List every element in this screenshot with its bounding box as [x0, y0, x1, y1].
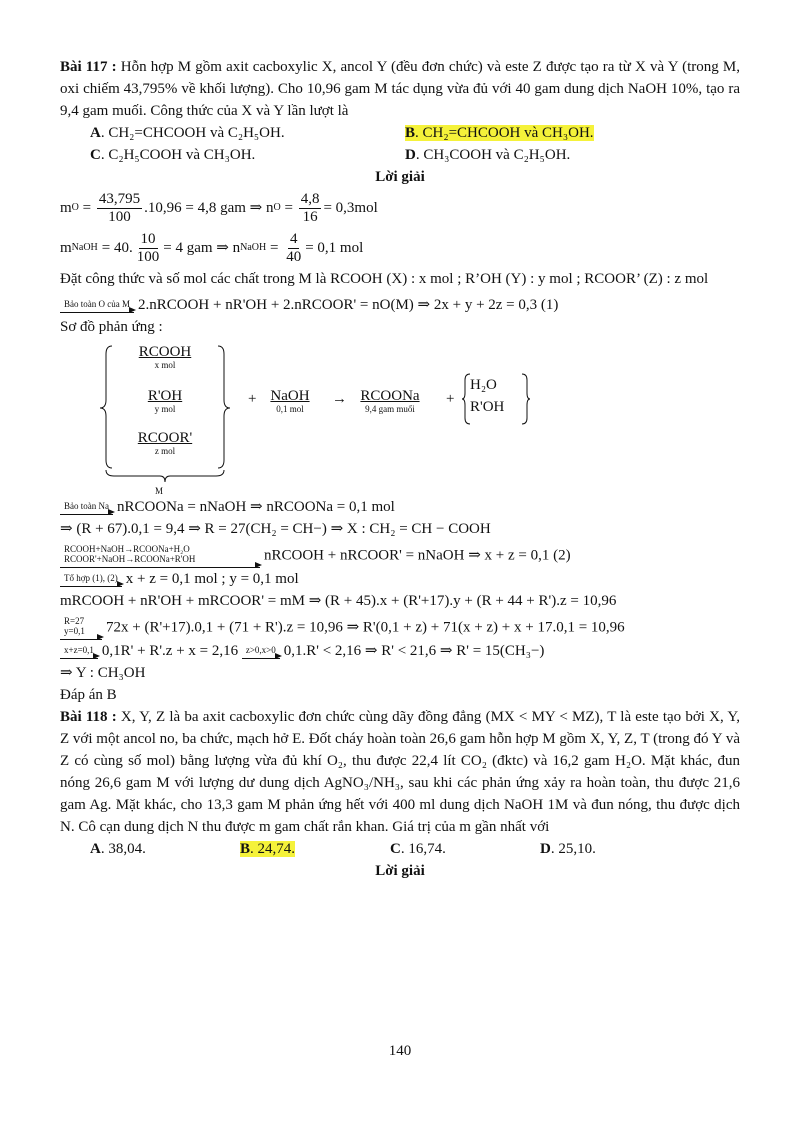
eq10a: 0,1R' + R'.z + x = 2,16: [101, 643, 239, 659]
arrow-sodium-conservation: [60, 501, 113, 515]
reaction-equation-2: [60, 544, 740, 568]
inequality-equation: [60, 640, 740, 662]
scheme-rcooh: [115, 344, 215, 371]
option-118-d: [540, 838, 690, 860]
variable-definition: Đặt công thức và số mol các chất trong M là RCOOH (X) : x mol ; R’OH (Y) : y mol ; RCOOR’ (Z) : z mol: [60, 271, 709, 287]
problem-117-statement: [60, 56, 740, 122]
option-d-text: . CH₃COOH và C₂H₅OH.: [415, 147, 571, 163]
eq3-rest: RCOOH + nR'OH + 2.nRCOOR' = nO(M) ⇒ 2x + y + 2z = 0,3 (1): [156, 297, 559, 313]
arrow5-label1: R=27: [64, 616, 85, 626]
combination-equation: [60, 568, 740, 590]
eq2-sub2: NaOH: [240, 242, 267, 253]
eq7: x + z = 0,1 mol ; y = 0,1 mol: [125, 571, 299, 587]
arrow2-label: Bảo toàn Na: [64, 500, 109, 511]
eq9: 72x + (R'+17).0,1 + (71 + R').z = 10,96 ⇒ R'(0,1 + z) + 71(x + z) + x + 17.0,1 = 10,96: [106, 619, 625, 636]
mass-equation: mRCOOH + nR'OH + mRCOOR' = mM ⇒ (R + 45).x + (R'+17).y + (R + 44 + R').z = 10,96: [60, 593, 617, 609]
problem-117-title: Bài 117 :: [60, 59, 117, 75]
arrow7-label: z>0,x>0: [245, 644, 276, 655]
reaction-scheme: [100, 342, 740, 496]
scheme-ester: [115, 430, 215, 457]
scheme-arrow: →: [332, 391, 347, 407]
scheme-plus-2: +: [446, 391, 455, 407]
sodium-conservation: [60, 496, 740, 518]
eq1-num: 43,795: [98, 190, 141, 207]
eq1-sub2: O: [273, 202, 281, 213]
option-118-c-letter: C: [390, 841, 401, 857]
eq1-den: 100: [108, 208, 131, 225]
problem-117-options-row1: [60, 122, 740, 144]
eq2-fraction: [135, 231, 162, 266]
eq2-num2: 4: [289, 230, 298, 247]
arrow3-label1: RCOOH+NaOH→RCOONa+H₂O: [64, 544, 190, 554]
option-118-b-text: . 24,74.: [250, 841, 296, 857]
scheme-m-label: M: [155, 486, 164, 496]
arrow-xz: [60, 645, 98, 659]
scheme-rcooh-label: RCOOH: [138, 344, 192, 360]
arrow3-label2: RCOOR'+NaOH→RCOONa+R'OH: [64, 554, 196, 564]
scheme-roh-mol: y mol: [154, 404, 176, 414]
problem-117-text: Hỗn hợp M gồm axit cacboxylic X, ancol Y (đều đơn chức) và este Z được tạo ra từ X và Y (trong M, oxi chiếm 43,795% về khối lượng). Cho 10,96 gam M tác dụng vừa đủ với 40 gam dung dịch NaOH 10%, tạo ra 9,4 gam muối. Công thức của X và Y lần lượt là: [60, 59, 740, 119]
option-b-text: . CH₂=CHCOOH và CH₃OH.: [415, 125, 594, 141]
problem-118-statement: [60, 706, 740, 838]
scheme-salt: [340, 388, 440, 415]
eq1-mid: .10,96 = 4,8 gam ⇒ n: [144, 200, 274, 216]
arrow4-label: Tổ hợp (1), (2): [64, 572, 118, 583]
scheme-plus-1: +: [248, 391, 257, 407]
option-c: [90, 144, 405, 166]
document-page: [60, 56, 740, 882]
option-118-c-text: . 16,74.: [400, 841, 446, 857]
option-118-b: [240, 838, 390, 860]
eq2-a: = 40.: [101, 240, 133, 256]
option-118-a-text: . 38,04.: [100, 841, 146, 857]
eq1-sub: O: [71, 202, 79, 213]
conclusion-y: ⇒ Y : CH₃OH: [60, 665, 146, 681]
solution-117-title: Lời giải: [375, 169, 425, 185]
arrow-reactions: [60, 544, 260, 568]
eq2-den: 100: [136, 248, 160, 265]
scheme-rcooh-mol: x mol: [154, 360, 176, 370]
option-118-b-letter: B: [240, 841, 251, 857]
scheme-water: H₂O: [470, 377, 497, 393]
option-118-a: [90, 838, 240, 860]
option-a-letter: A: [90, 125, 101, 141]
option-118-d-letter: D: [540, 841, 551, 857]
arrow6-label: x+z=0,1: [64, 644, 94, 655]
eq6: nRCOOH + nRCOOR' = nNaOH ⇒ x + z = 0,1 (2): [264, 547, 571, 564]
problem-118-text: X, Y, Z là ba axit cacboxylic đơn chức cùng dãy đồng đẳng (MX < MY < MZ), T là este tạo bởi X, Y, Z với một ancol no, ba chức, mạch hở E. Đốt cháy hoàn toàn 26,6 gam hỗn hợp M gồm X, Y, Z, T (trong đó Y và Z có cùng số mol) bằng lượng vừa đủ khí O₂, thu được 22,4 lít CO₂ (đktc) và 16,2 gam H₂O. Mặt khác, đun nóng 26,6 gam M với lượng dư dung dịch AgNO₃/NH₃, sau khi các phản ứng xảy ra hoàn toàn, thu được 21,6 gam Ag. Mặt khác, cho 13,3 gam M phản ứng hết với 400 ml dung dịch NaOH 1M và đun nóng, thu được dịch N. Cô cạn dung dịch N thu được m gam chất rắn khan. Giá trị của m gần nhất với: [60, 709, 741, 835]
option-118-a-letter: A: [90, 841, 101, 857]
eq1-fraction2: [299, 191, 322, 226]
oxygen-conservation-equation: [60, 294, 740, 316]
eq10b: 0,1.R' < 2,16 ⇒ R' < 21,6 ⇒ R' = 15(CH₃−): [283, 643, 545, 659]
page-number: 140: [388, 1043, 412, 1059]
option-d-letter: D: [405, 147, 416, 163]
arrow1-label: Bảo toàn O của M: [64, 298, 130, 309]
eq2-den2: 40: [286, 248, 302, 265]
equation-r-radical: ⇒ (R + 67).0,1 = 9,4 ⇒ R = 27(CH₂ = CH−) ⇒ X : CH₂ = CH − COOH: [60, 521, 491, 537]
problem-117-options-row2: [60, 144, 740, 166]
problem-118-options: [60, 838, 740, 860]
equation-oxygen-mass: m O = $\frac{43,795}{100}$ .10,96 = 4,8 gam ⇒ n O = $\frac{4,8}{16}$ = 0,3mol: [60, 190, 378, 225]
scheme-salt-label: RCOONa: [360, 388, 420, 404]
arrow-oxygen-conservation: [60, 299, 134, 313]
option-118-c: [390, 838, 540, 860]
option-b-letter: B: [405, 125, 416, 141]
substitution-equation: [60, 616, 740, 640]
scheme-roh-label: R'OH: [147, 388, 183, 404]
eq2-end: = 0,1 mol: [305, 240, 364, 256]
solution-118-title: Lời giải: [375, 863, 425, 879]
scheme-naoh: [250, 388, 330, 415]
option-b: [405, 122, 720, 144]
option-c-text: . C₂H₅COOH và CH₃OH.: [100, 147, 256, 163]
problem-118-title: Bài 118 :: [60, 709, 117, 725]
arrow-positive: [242, 645, 280, 659]
scheme-ester-label: RCOOR': [137, 430, 193, 446]
scheme-naoh-label: NaOH: [270, 388, 310, 404]
eq4: nRCOONa = nNaOH ⇒ nRCOONa = 0,1 mol: [117, 499, 395, 515]
option-d: [405, 144, 720, 166]
eq1-den2: 16: [302, 208, 318, 225]
option-118-d-text: . 25,10.: [550, 841, 596, 857]
answer-117: Đáp án B: [60, 687, 117, 703]
arrow5-label2: y=0,1: [64, 626, 85, 636]
scheme-ester-mol: z mol: [154, 446, 176, 456]
scheme-roh: [115, 388, 215, 415]
eq2-sub: NaOH: [71, 242, 98, 253]
eq1-m: m: [60, 200, 72, 216]
eq1-end: = 0,3mol: [323, 200, 378, 216]
arrow-substitution: [60, 616, 102, 640]
scheme-salt-mass: 9,4 gam muối: [365, 404, 415, 414]
scheme-naoh-mol: 0,1 mol: [276, 404, 304, 414]
scheme-alcohol: R'OH: [470, 399, 505, 415]
eq2-num: 10: [140, 230, 156, 247]
scheme-title: Sơ đồ phản ứng :: [60, 319, 163, 335]
eq2-m: m: [60, 240, 72, 256]
scheme-products: [470, 374, 504, 418]
eq2-fraction2: [284, 231, 303, 266]
option-a-text: . CH₂=CHCOOH và C₂H₅OH.: [100, 125, 285, 141]
eq1-num2: 4,8: [300, 190, 320, 207]
eq3-start: 2.n: [137, 297, 157, 313]
eq1-fraction: [97, 191, 142, 226]
eq2-mid: = 4 gam ⇒ n: [163, 240, 241, 256]
option-c-letter: C: [90, 147, 101, 163]
arrow-combination: [60, 573, 122, 587]
option-a: [90, 122, 405, 144]
equation-naoh-mass: m NaOH = 40. $\frac{10}{100}$ = 4 gam ⇒ n NaOH = $\frac{4}{40}$ = 0,1 mol: [60, 230, 364, 265]
